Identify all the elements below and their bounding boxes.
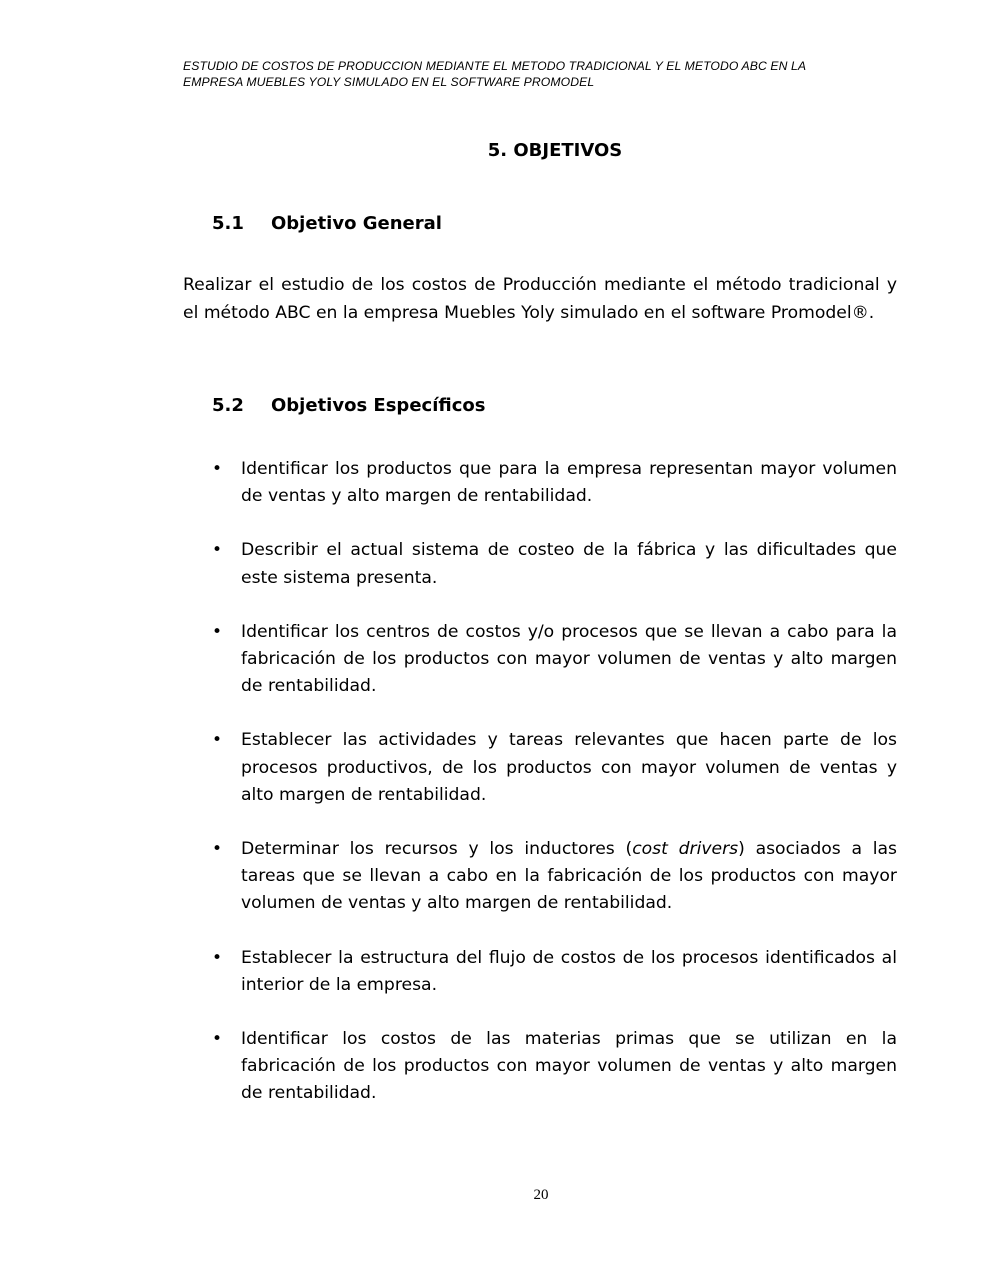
running-header-line-1: ESTUDIO DE COSTOS DE PRODUCCION MEDIANTE EL METODO TRADICIONAL Y EL METODO ABC EN LA — [183, 59, 807, 73]
section-heading-general — [212, 212, 442, 236]
list-item-text: Establecer las actividades y tareas relevantes que hacen parte de los procesos productivos, de los productos con mayor volumen de ventas y alto margen de rentabilidad. — [241, 730, 897, 805]
list-item-text: Establecer la estructura del flujo de costos de los procesos identificados al interior de la empresa. — [241, 947, 897, 995]
list-item-text: Describir el actual sistema de costeo de la fábrica y las dificultades que este sistema presenta. — [241, 540, 897, 588]
page-title: 5. OBJETIVOS — [487, 140, 623, 161]
list-item — [212, 537, 897, 591]
list-item — [212, 945, 897, 999]
section-number: 5.1 — [212, 213, 244, 234]
list-item-text — [241, 839, 897, 913]
list-item-text-start: Determinar los recursos y los inductores ( — [241, 839, 633, 860]
list-item — [212, 1026, 897, 1108]
list-item-text-end: ) asociados a las tareas que se llevan a cabo en la fabricación de los productos con mayor volumen de ventas y alto margen de rentabilidad. — [241, 839, 897, 914]
page-number: 20 — [533, 1187, 549, 1203]
bullet-icon: • — [212, 1029, 223, 1050]
specific-objectives-list — [212, 456, 897, 1135]
emphasis-term: cost drivers — [632, 839, 739, 860]
section-title: Objetivos Específicos — [271, 395, 486, 416]
bullet-icon: • — [212, 459, 223, 479]
section-heading-specific — [212, 394, 485, 418]
list-item-text: Identificar los centros de costos y/o procesos que se llevan a cabo para la fabricación de los productos con mayor volumen de ventas y alto margen de rentabilidad. — [241, 621, 897, 697]
list-item-text: Identificar los costos de las materias primas que se utilizan en la fabricación de los productos con mayor volumen de ventas y alto margen de rentabilidad. — [241, 1029, 897, 1104]
section-title: Objetivo General — [271, 213, 442, 234]
list-item — [212, 836, 897, 918]
bullet-icon: • — [212, 839, 223, 860]
list-item — [212, 727, 897, 809]
bullet-icon: • — [212, 621, 223, 642]
bullet-icon: • — [212, 947, 223, 968]
running-header — [183, 58, 883, 90]
running-header-line-2: EMPRESA MUEBLES YOLY SIMULADO EN EL SOFTWARE PROMODEL — [183, 75, 595, 89]
list-item — [212, 619, 897, 701]
list-item-text: Identificar los productos que para la empresa representan mayor volumen de ventas y alto margen de rentabilidad. — [241, 459, 897, 507]
bullet-icon: • — [212, 540, 223, 561]
general-objective-paragraph: Realizar el estudio de los costos de Producción mediante el método tradicional y el método ABC en la empresa Muebles Yoly simulado en el software Promodel®. — [183, 275, 897, 323]
list-item — [212, 456, 897, 510]
bullet-icon: • — [212, 730, 223, 751]
section-number: 5.2 — [212, 395, 244, 416]
